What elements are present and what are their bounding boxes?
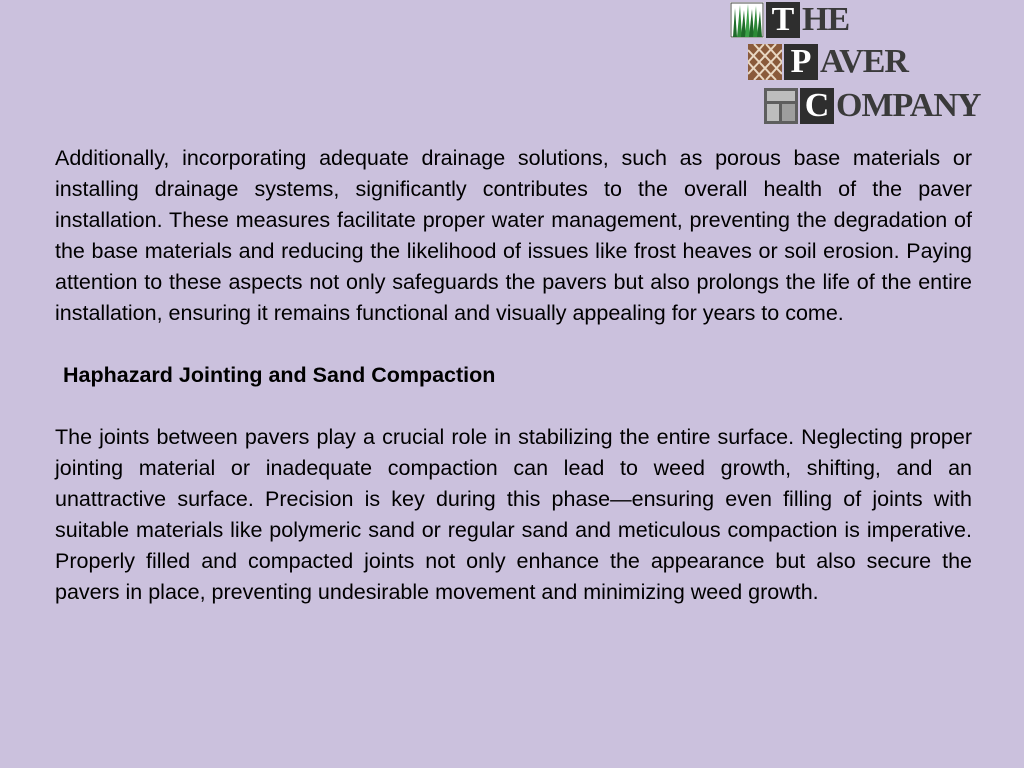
company-logo — [728, 0, 1024, 128]
grass-icon — [730, 2, 764, 38]
paragraph-drainage: Additionally, incorporating adequate drainage solutions, such as porous base materials or installing drainage systems, significantly contributes to the overall health of the paver installation. These measures facilitate proper water management, preventing the degradation of the base materials and reducing the likelihood of issues like frost heaves or soil erosion. Paying attention to these aspects not only safeguards the pavers but also prolongs the life of the entire installation, ensuring it remains functional and visually appealing for years to come. — [55, 146, 972, 325]
brick-pattern-icon — [748, 44, 782, 80]
logo-line-paver — [748, 44, 908, 80]
logo-word-ompany: OMPANY — [836, 87, 981, 124]
paragraph-jointing: The joints between pavers play a crucial role in stabilizing the entire surface. Neglecting proper jointing material or inadequate compaction can lead to weed growth, shifting, and an unattractive surface. Precision is key during this phase—ensuring even filling of joints with suitable materials like polymeric sand or regular sand and meticulous compaction is imperative. Properly filled and compacted joints not only enhance the appearance but also secure the pavers in place, preventing undesirable movement and minimizing weed growth. — [55, 425, 972, 604]
section-heading: Haphazard Jointing and Sand Compaction — [63, 363, 496, 387]
logo-word-he: HE — [802, 1, 850, 38]
logo-initial-t: T — [766, 2, 800, 38]
logo-line-company — [764, 88, 980, 124]
logo-line-the — [730, 2, 849, 38]
logo-initial-c: C — [800, 88, 834, 124]
stone-block-icon — [764, 88, 798, 124]
logo-word-aver: AVER — [820, 43, 908, 80]
main-content — [55, 143, 972, 608]
logo-initial-p: P — [784, 44, 818, 80]
